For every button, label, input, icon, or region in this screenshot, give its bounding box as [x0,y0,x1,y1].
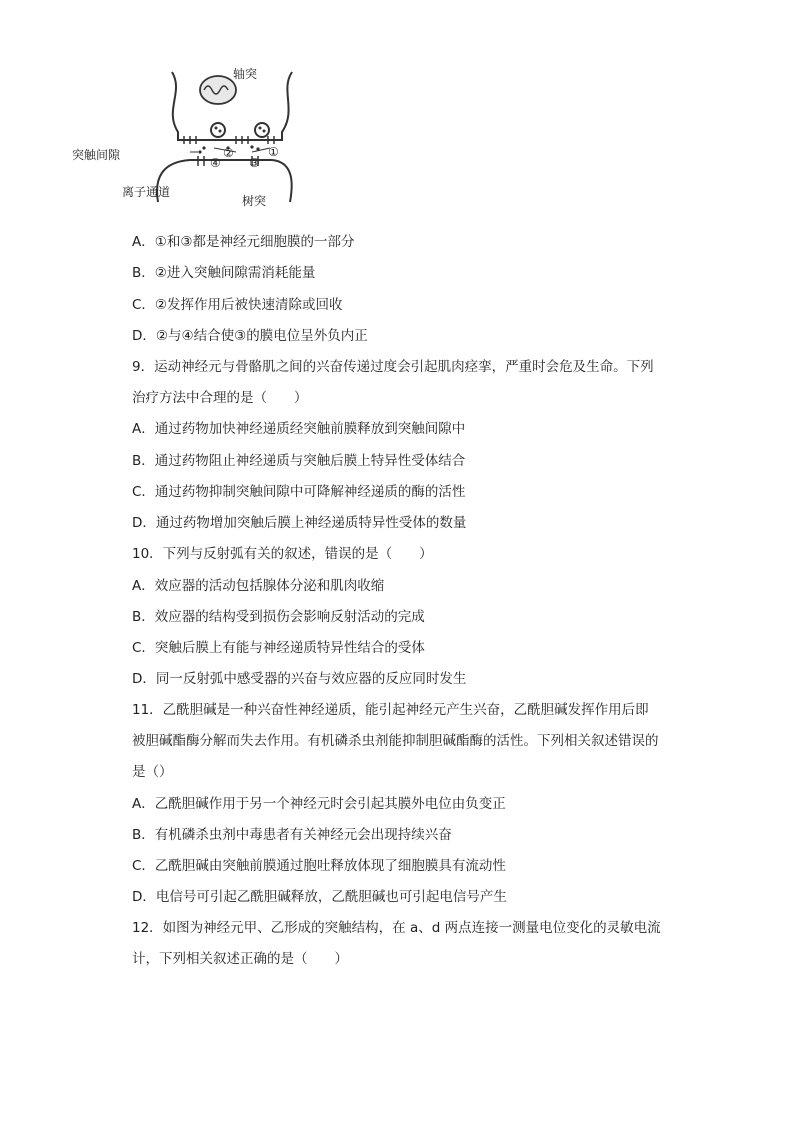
marker-4: ④ [210,156,221,170]
mitochondrion-icon [200,76,236,104]
q10-option-c: C．突触后膜上有能与神经递质特异性结合的受体 [132,640,425,656]
q10-option-a: A．效应器的活动包括腺体分泌和肌肉收缩 [132,578,385,594]
q9-option-d: D．通过药物增加突触后膜上神经递质特异性受体的数量 [132,515,467,531]
label-ion-channel: 离子通道 [122,185,171,199]
label-synaptic-cleft: 突触间隙 [72,148,121,162]
label-axon: 轴突 [233,67,258,81]
marker-3: ③ [249,156,260,170]
q9-option-c: C．通过药物抑制突触间隙中可降解神经递质的酶的活性 [132,484,466,500]
synapse-figure [72,60,302,210]
q8-option-c: C．②发挥作用后被快速清除或回收 [132,297,343,313]
q9-option-b: B．通过药物阻止神经递质与突触后膜上特异性受体结合 [132,453,466,469]
label-dendrite: 树突 [242,194,267,208]
marker-2: ② [223,146,234,160]
q10-stem: 10．下列与反射弧有关的叙述，错误的是（ ） [132,546,433,562]
q8-option-b: B．②进入突触间隙需消耗能量 [132,265,316,281]
q9-option-a: A．通过药物加快神经递质经突触前膜释放到突触间隙中 [132,421,466,437]
q8-option-d: D．②与④结合使③的膜电位呈外负内正 [132,328,368,344]
q11-option-b: B．有机磷杀虫剂中毒患者有关神经元会出现持续兴奋 [132,827,452,843]
q10-option-d: D．同一反射弧中感受器的兴奋与效应器的反应同时发生 [132,671,467,687]
q9-stem: 9．运动神经元与骨骼肌之间的兴奋传递过度会引起肌肉痉挛，严重时会危及生命。下列治疗方法中合理的是（ ） [132,359,654,406]
q8-option-a: A．①和③都是神经元细胞膜的一部分 [132,234,355,250]
q11-option-d: D．电信号可引起乙酰胆碱释放，乙酰胆碱也可引起电信号产生 [132,889,507,905]
marker-1: ① [268,145,279,159]
q11-stem: 11．乙酰胆碱是一种兴奋性神经递质，能引起神经元产生兴奋，乙酰胆碱发挥作用后即被胆碱酯酶分解而失去作用。有机磷杀虫剂能抑制胆碱酯酶的活性。下列相关叙述错误的是（） [132,702,659,780]
q12-stem: 12．如图为神经元甲、乙形成的突触结构，在 a、d 两点连接一测量电位变化的灵敏电流计，下列相关叙述正确的是（ ） [132,920,661,967]
q10-option-b: B．效应器的结构受到损伤会影响反射活动的完成 [132,609,425,625]
q11-option-c: C．乙酰胆碱由突触前膜通过胞吐释放体现了细胞膜具有流动性 [132,858,506,874]
q11-option-a: A．乙酰胆碱作用于另一个神经元时会引起其膜外电位由负变正 [132,796,506,812]
